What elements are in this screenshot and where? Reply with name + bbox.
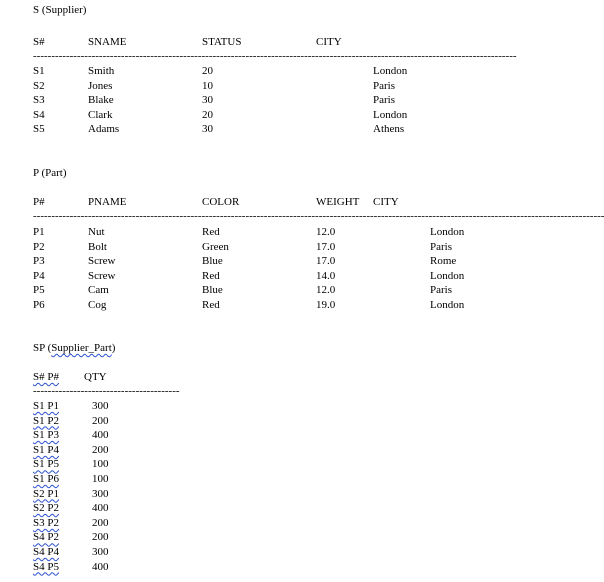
- supplier-part-cell: S4 P5: [33, 560, 59, 573]
- part-cell: Bolt: [88, 240, 107, 253]
- supplier-cell: Clark: [88, 108, 113, 121]
- part-header-pname: PNAME: [88, 196, 127, 208]
- part-title: P (Part): [33, 167, 67, 179]
- part-header-weight: WEIGHT: [316, 196, 360, 208]
- supplier-part-cell: 200: [92, 531, 109, 544]
- part-header-city: CITY: [373, 196, 399, 208]
- supplier-part-cell: 400: [92, 502, 109, 515]
- part-cell: Nut: [88, 226, 105, 238]
- supplier-part-cell: S4 P4: [33, 546, 59, 558]
- part-cell: London: [430, 299, 465, 311]
- part-header-color: COLOR: [202, 196, 240, 208]
- supplier-part-cell: S1 P5: [33, 458, 59, 471]
- part-cell: Green: [202, 240, 229, 253]
- part-cell: 17.0: [316, 255, 336, 268]
- supplier-part-cell: 300: [92, 546, 109, 558]
- supplier-header-status: STATUS: [202, 36, 242, 48]
- part-cell: P4: [33, 269, 45, 282]
- part-cell: Red: [202, 269, 220, 282]
- supplier-part-header-keys: S# P#: [33, 371, 59, 383]
- supplier-cell: Athens: [373, 123, 405, 136]
- supplier-part-cell: S2 P2: [33, 502, 59, 515]
- part-divider: ------------------------------------------------------------------------------------------------------------------------------------------------------------: [33, 210, 604, 222]
- part-cell: Cog: [88, 299, 107, 311]
- part-cell: Paris: [430, 284, 452, 297]
- supplier-header-sno: S#: [33, 36, 45, 48]
- supplier-cell: Paris: [373, 94, 395, 107]
- supplier-part-title-prefix: SP (: [33, 342, 52, 354]
- supplier-cell: S1: [33, 65, 45, 77]
- supplier-part-cell: 400: [92, 560, 109, 573]
- supplier-part-cell: 200: [92, 443, 109, 456]
- supplier-part-cell: 300: [92, 487, 109, 500]
- supplier-cell: Paris: [373, 79, 395, 92]
- supplier-cell: S2: [33, 79, 45, 92]
- part-cell: London: [430, 269, 465, 282]
- part-cell: Rome: [430, 255, 457, 268]
- part-cell: Red: [202, 226, 220, 238]
- supplier-header-city: CITY: [316, 36, 342, 48]
- supplier-cell: 30: [202, 123, 213, 136]
- supplier-cell: S5: [33, 123, 45, 136]
- part-cell: P3: [33, 255, 45, 268]
- part-cell: Screw: [88, 255, 116, 268]
- supplier-cell: S3: [33, 94, 45, 107]
- part-cell: Paris: [430, 240, 452, 253]
- part-cell: P6: [33, 299, 45, 311]
- supplier-part-cell: S1 P3: [33, 429, 59, 442]
- supplier-part-divider: ----------------------------------------: [33, 385, 180, 397]
- supplier-part-header-qty: QTY: [84, 371, 107, 383]
- supplier-cell: S4: [33, 108, 45, 121]
- supplier-part-cell: 200: [92, 414, 109, 427]
- supplier-cell: Blake: [88, 94, 114, 107]
- part-cell: 19.0: [316, 299, 336, 311]
- supplier-cell: Adams: [88, 123, 120, 136]
- supplier-part-cell: S1 P1: [33, 400, 59, 412]
- supplier-cell: Jones: [88, 79, 113, 92]
- part-cell: 14.0: [316, 269, 336, 282]
- part-cell: 12.0: [316, 226, 336, 238]
- supplier-part-cell: S3 P2: [33, 516, 59, 529]
- part-cell: Blue: [202, 284, 223, 297]
- part-cell: Red: [202, 299, 220, 311]
- supplier-part-cell: S4 P2: [33, 531, 59, 544]
- supplier-cell: 20: [202, 65, 213, 77]
- supplier-part-cell: 300: [92, 400, 109, 412]
- supplier-divider: ------------------------------------------------------------------------------------------------------------------------------------: [33, 50, 517, 62]
- part-header-pno: P#: [33, 196, 45, 208]
- supplier-part-title: [33, 342, 115, 355]
- supplier-cell: London: [373, 108, 408, 121]
- supplier-part-cell: 100: [92, 458, 109, 471]
- supplier-part-cell: S2 P1: [33, 487, 59, 500]
- supplier-header-sname: SNAME: [88, 36, 127, 48]
- supplier-part-cell: 200: [92, 516, 109, 529]
- supplier-part-cell: 400: [92, 429, 109, 442]
- part-cell: Cam: [88, 284, 109, 297]
- supplier-part-cell: S1 P6: [33, 473, 59, 485]
- part-cell: P1: [33, 226, 45, 238]
- part-cell: P5: [33, 284, 45, 297]
- part-cell: Blue: [202, 255, 223, 268]
- supplier-cell: London: [373, 65, 408, 77]
- supplier-part-title-name: Supplier_Part: [51, 342, 112, 354]
- supplier-cell: Smith: [88, 65, 115, 77]
- part-cell: 17.0: [316, 240, 336, 253]
- supplier-cell: 20: [202, 108, 213, 121]
- supplier-part-cell: 100: [92, 473, 109, 485]
- supplier-cell: 30: [202, 94, 213, 107]
- part-cell: 12.0: [316, 284, 336, 297]
- supplier-part-title-suffix: ): [111, 342, 116, 354]
- supplier-part-cell: S1 P2: [33, 414, 59, 427]
- part-cell: Screw: [88, 269, 116, 282]
- supplier-title: S (Supplier): [33, 4, 87, 16]
- part-cell: London: [430, 226, 465, 238]
- supplier-cell: 10: [202, 79, 213, 92]
- supplier-part-cell: S1 P4: [33, 443, 59, 456]
- part-cell: P2: [33, 240, 45, 253]
